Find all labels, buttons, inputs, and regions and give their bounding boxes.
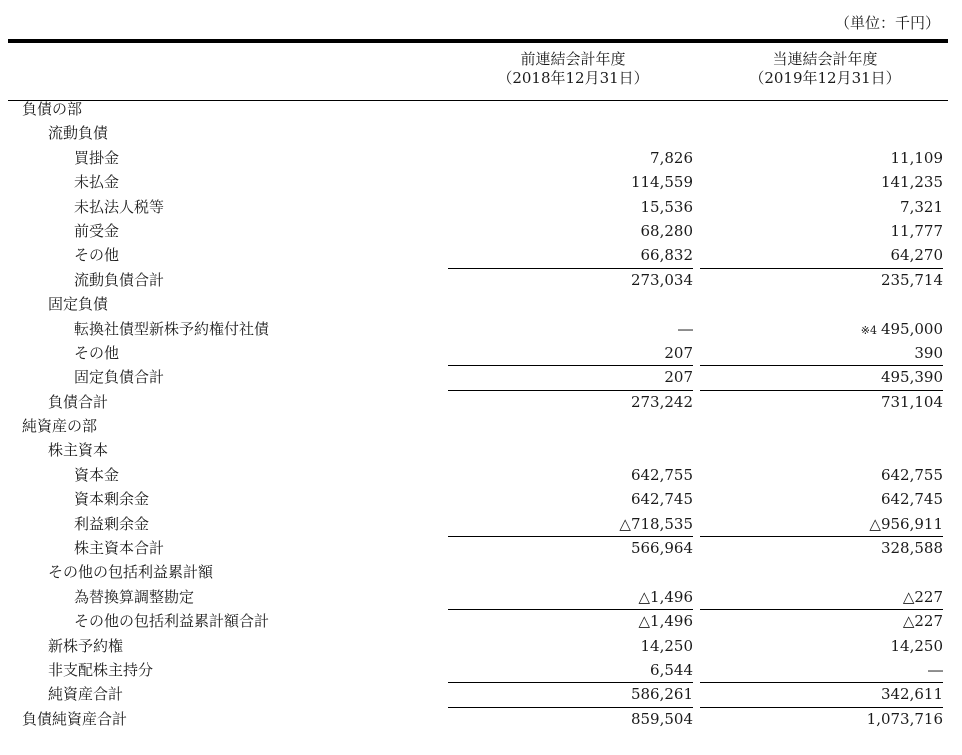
prior-year-value: 273,034 (448, 268, 693, 292)
current-year-value: 1,073,716 (700, 707, 943, 731)
prior-year-value: 7,826 (650, 148, 693, 167)
row-label: 純資産の部 (22, 417, 98, 436)
row-label: 固定負債合計 (74, 368, 165, 387)
value-text: 495,000 (880, 319, 943, 338)
current-year-value: 235,714 (700, 268, 943, 292)
table-row (8, 170, 948, 194)
row-label: 未払法人税等 (74, 197, 165, 216)
current-year-value: △227 (700, 609, 943, 633)
table-row (8, 243, 948, 267)
row-label: 未払金 (74, 173, 120, 192)
prior-year-value: 207 (448, 365, 693, 389)
table-row (8, 219, 948, 243)
prior-year-value: 6,544 (650, 660, 693, 679)
prior-year-value: 642,755 (630, 465, 693, 484)
prior-year-value: 14,250 (640, 636, 693, 655)
current-year-value (703, 317, 943, 343)
row-label: 負債合計 (48, 392, 109, 411)
row-label: 負債の部 (22, 100, 83, 118)
prior-year-value: 273,242 (448, 390, 693, 414)
row-label: その他の包括利益累計額 (48, 563, 214, 582)
table-row (8, 560, 948, 584)
row-label: 固定負債 (48, 295, 109, 314)
row-label: 利益剰余金 (74, 514, 150, 533)
current-year-value: 141,235 (880, 173, 943, 192)
row-label: 前受金 (74, 221, 120, 240)
footnote-marker: ※4 (860, 323, 877, 337)
column-header-prior-year (463, 50, 683, 88)
current-year-value: 11,109 (890, 148, 943, 167)
prior-year-value: 66,832 (640, 246, 693, 265)
table-row (8, 658, 948, 682)
row-label: 流動負債合計 (74, 270, 165, 289)
table-row (8, 585, 948, 609)
table-row (8, 487, 948, 511)
table-row (8, 146, 948, 170)
table-row (8, 195, 948, 219)
current-year-value: 342,611 (700, 682, 943, 706)
row-label: その他 (74, 343, 120, 362)
row-label: 為替換算調整勘定 (74, 587, 195, 606)
subtotal-row (8, 707, 948, 731)
current-year-value: 7,321 (900, 197, 943, 216)
current-year-value: △956,911 (869, 514, 943, 533)
unit-label: （単位：千円） (834, 14, 940, 32)
subtotal-row (8, 609, 948, 633)
row-label: 負債純資産合計 (22, 709, 128, 728)
prior-year-value: 68,280 (640, 221, 693, 240)
table-row (8, 512, 948, 536)
subtotal-row (8, 268, 948, 292)
table-row (8, 438, 948, 462)
prior-year-value: ― (678, 319, 693, 338)
table-row (8, 292, 948, 316)
table-header (8, 39, 948, 101)
prior-year-value: △1,496 (638, 587, 693, 606)
prior-year-value: △1,496 (448, 609, 693, 633)
current-year-value: 495,390 (700, 365, 943, 389)
current-year-value: ― (928, 660, 943, 679)
prior-year-value: 586,261 (448, 682, 693, 706)
prior-year-value: 859,504 (448, 707, 693, 731)
current-year-value: 642,745 (880, 490, 943, 509)
row-label: 資本金 (74, 465, 120, 484)
current-year-value: 11,777 (890, 221, 943, 240)
prior-year-value: △718,535 (619, 514, 693, 533)
row-label: 純資産合計 (48, 685, 124, 704)
subtotal-row (8, 390, 948, 414)
column-header-title: 前連結会計年度 (520, 50, 626, 68)
table-row (8, 97, 948, 121)
row-label: 買掛金 (74, 148, 120, 167)
column-header-current-year (715, 50, 935, 88)
row-label: その他 (74, 246, 120, 265)
prior-year-value: 642,745 (630, 490, 693, 509)
row-label: 非支配株主持分 (48, 660, 154, 679)
prior-year-value: 566,964 (448, 536, 693, 560)
row-label: 資本剰余金 (74, 490, 150, 509)
current-year-value: △227 (902, 587, 943, 606)
row-label: 流動負債 (48, 124, 109, 143)
table-row (8, 414, 948, 438)
column-header-date: （2019年12月31日） (749, 69, 901, 87)
row-label: その他の包括利益累計額合計 (74, 612, 270, 631)
row-label: 株主資本 (48, 441, 109, 460)
prior-year-value: 15,536 (640, 197, 693, 216)
subtotal-row (8, 536, 948, 560)
prior-year-value: 207 (664, 343, 693, 362)
table-row (8, 463, 948, 487)
current-year-value: 390 (914, 343, 943, 362)
balance-sheet-rows (8, 97, 948, 731)
column-header-date: （2018年12月31日） (497, 69, 649, 87)
current-year-value: 64,270 (890, 246, 943, 265)
row-label: 新株予約権 (48, 636, 124, 655)
current-year-value: 731,104 (700, 390, 943, 414)
table-row (8, 317, 948, 341)
subtotal-row (8, 365, 948, 389)
prior-year-value: 114,559 (630, 173, 693, 192)
table-row (8, 121, 948, 145)
current-year-value: 14,250 (890, 636, 943, 655)
current-year-value: 642,755 (880, 465, 943, 484)
subtotal-row (8, 682, 948, 706)
column-header-title: 当連結会計年度 (772, 50, 878, 68)
table-row (8, 634, 948, 658)
table-row (8, 341, 948, 365)
row-label: 株主資本合計 (74, 539, 165, 558)
current-year-value: 328,588 (700, 536, 943, 560)
row-label: 転換社債型新株予約権付社債 (74, 319, 270, 338)
